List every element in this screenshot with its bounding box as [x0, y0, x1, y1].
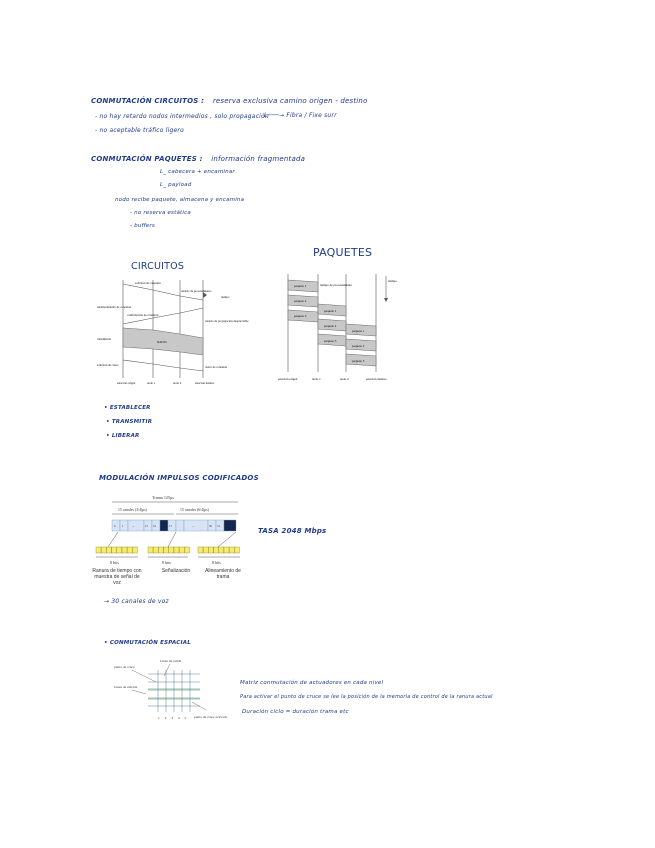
circuitos-label: CIRCUITOS	[131, 261, 185, 272]
packet-1-label: paquete 1	[324, 309, 337, 313]
bit-cell	[117, 547, 122, 553]
bit-cell	[158, 547, 163, 553]
note-line	[160, 169, 235, 175]
bit-cell	[174, 547, 179, 553]
slot-label: 30	[209, 524, 212, 528]
proc-time-label: tiempo de procesamiento	[320, 283, 353, 287]
crossbar-diagram	[112, 656, 228, 726]
bit-cell	[164, 547, 169, 553]
slot-label: 31	[217, 524, 220, 528]
slot-label: ...	[192, 524, 195, 528]
bracket-arrow: L───→	[264, 112, 285, 119]
time-label: tiempo	[221, 295, 230, 299]
node-2-label: nodo 2	[173, 381, 182, 385]
call-request-label: solicitud de conexión	[135, 281, 161, 285]
tasa-note: TASA 2048 Mbps	[258, 527, 327, 535]
canales-b-label: 15 canales (6/4)μs)	[180, 508, 210, 512]
canales-note: → 30 canales de voz	[104, 598, 169, 605]
linea-entrada-label: Línea de entrada	[114, 685, 138, 689]
bracket-icon: L_	[160, 169, 169, 175]
punto-activo-label: punto de cruce activado	[194, 715, 228, 719]
packet-1-label: paquete 1	[352, 329, 365, 333]
heading-mic: MODULACIÓN IMPULSOS CODIFICADOS	[99, 474, 259, 482]
slot-label: ...	[132, 524, 135, 528]
bit-cell	[132, 547, 137, 553]
packet-3-label: paquete 3	[352, 359, 365, 363]
transmission-label: transmisión	[97, 337, 111, 341]
bit-cell	[153, 547, 158, 553]
note-annotation	[264, 112, 337, 119]
phase-item: • LIBERAR	[106, 433, 140, 439]
linea-salida-label: Línea de salida	[160, 659, 182, 663]
slot-label: 15	[145, 524, 148, 528]
bit-cell	[184, 547, 189, 553]
node-dest-label: estación destino	[366, 377, 387, 381]
pcm-caption: Ranura de tiempo con muestra de señal de voz	[92, 568, 142, 586]
slot-label: 0	[114, 524, 116, 528]
annotation-text: Fibra / Fixe surr	[286, 112, 337, 119]
bit-cell	[122, 547, 127, 553]
bit-cell	[106, 547, 111, 553]
note-line: Para activar el punto de cruce se lee la posición de la memoria de control de la ranura actual	[240, 694, 493, 700]
bit-cell	[112, 547, 117, 553]
bit-cell	[229, 547, 234, 553]
note-line: Duración ciclo = duración trama etc	[242, 709, 349, 715]
punto-label: punto de cruce	[114, 665, 135, 669]
conn-setup-label: establecimiento de conexión	[97, 305, 132, 309]
phase-item: • ESTABLECER	[104, 405, 151, 411]
bit-cell	[198, 547, 203, 553]
bit-cell	[101, 547, 106, 553]
heading-rest: información fragmentada	[211, 155, 306, 163]
bracket-icon: L_	[160, 182, 169, 188]
packet-3-label: paquete 3	[324, 339, 337, 343]
note-line: - no hay retardo nodos intermedios , solo propagación	[95, 113, 269, 120]
note-line: Matriz conmutación de actuadores en cada nivel	[240, 680, 384, 686]
column-numbers: 1 2 3 4 5	[158, 716, 189, 720]
proc-delay-label: retardo de procesamiento	[181, 289, 212, 293]
time-label: tiempo	[388, 279, 397, 283]
bits-label: 8 bits	[110, 560, 119, 565]
heading-conmutacion-circuitos	[91, 97, 368, 105]
bit-cell	[208, 547, 213, 553]
trama-label: Trama 125μs	[152, 495, 174, 500]
release-request-label: solicitud de cierre	[97, 363, 119, 367]
packet-1-label: paquete 1	[294, 284, 307, 288]
bit-cell	[234, 547, 239, 553]
bit-cell	[96, 547, 101, 553]
note-line: - buffers	[130, 223, 155, 229]
bits-label: 8 bits	[162, 560, 171, 565]
bit-cell	[148, 547, 153, 553]
note-line: nodo recibe paquete, almacena y encamina	[115, 197, 245, 203]
slot-label: 16	[153, 524, 156, 528]
note-line: - no aceptable tráfico ligero	[95, 127, 184, 134]
conn-confirm-label: confirmación de conexión	[127, 313, 159, 317]
data-label: DATOS	[157, 340, 167, 344]
node-2-label: nodo 2	[340, 377, 349, 381]
bit-cell	[127, 547, 132, 553]
node-origin-label: estación origen	[278, 377, 298, 381]
bit-cell	[219, 547, 224, 553]
node-origin-label: estación origen	[117, 381, 136, 385]
node-dest-label: estación destino	[195, 381, 215, 385]
node-1-label: nodo 1	[312, 377, 321, 381]
note-line	[160, 182, 191, 188]
packet-2-label: paquete 2	[294, 299, 307, 303]
pcm-caption: Alineamiento de trama	[205, 568, 241, 580]
heading-rest: reserva exclusiva camino origen - destino	[212, 97, 368, 105]
canales-a-label: 15 canales (3/4)μs)	[118, 508, 148, 512]
slot-label: 17	[169, 524, 172, 528]
note-text: payload	[168, 182, 192, 188]
packet-2-label: paquete 2	[324, 324, 337, 328]
bit-cell	[179, 547, 184, 553]
end-confirm-label: cierre de conexión	[205, 365, 228, 369]
paquetes-label: PAQUETES	[313, 246, 373, 259]
phase-item: • TRANSMITIR	[106, 419, 153, 425]
slot-label: 1	[122, 524, 124, 528]
heading-conmutacion-paquetes	[91, 155, 305, 163]
heading-conmutacion-espacial: • CONMUTACIÓN ESPACIAL	[104, 640, 191, 646]
heading-title: CONMUTACIÓN CIRCUITOS :	[91, 97, 205, 105]
pcm-caption: Señalización	[161, 568, 191, 574]
note-text: cabecera + encaminar	[168, 169, 235, 175]
bit-cell	[214, 547, 219, 553]
prop-delay-label: retardo de propagación despreciable	[205, 319, 249, 323]
bits-label: 8 bits	[212, 560, 221, 565]
circuit-timing-diagram	[95, 278, 270, 393]
bit-cell	[224, 547, 229, 553]
node-1-label: nodo 1	[147, 381, 156, 385]
bit-cell	[203, 547, 208, 553]
note-line: - no reserva estática	[130, 210, 191, 216]
packet-2-label: paquete 2	[352, 344, 365, 348]
packet-3-label: paquete 3	[294, 314, 307, 318]
bit-cell	[169, 547, 174, 553]
heading-title: CONMUTACIÓN PAQUETES :	[91, 155, 203, 163]
packet-timing-diagram	[276, 272, 416, 392]
